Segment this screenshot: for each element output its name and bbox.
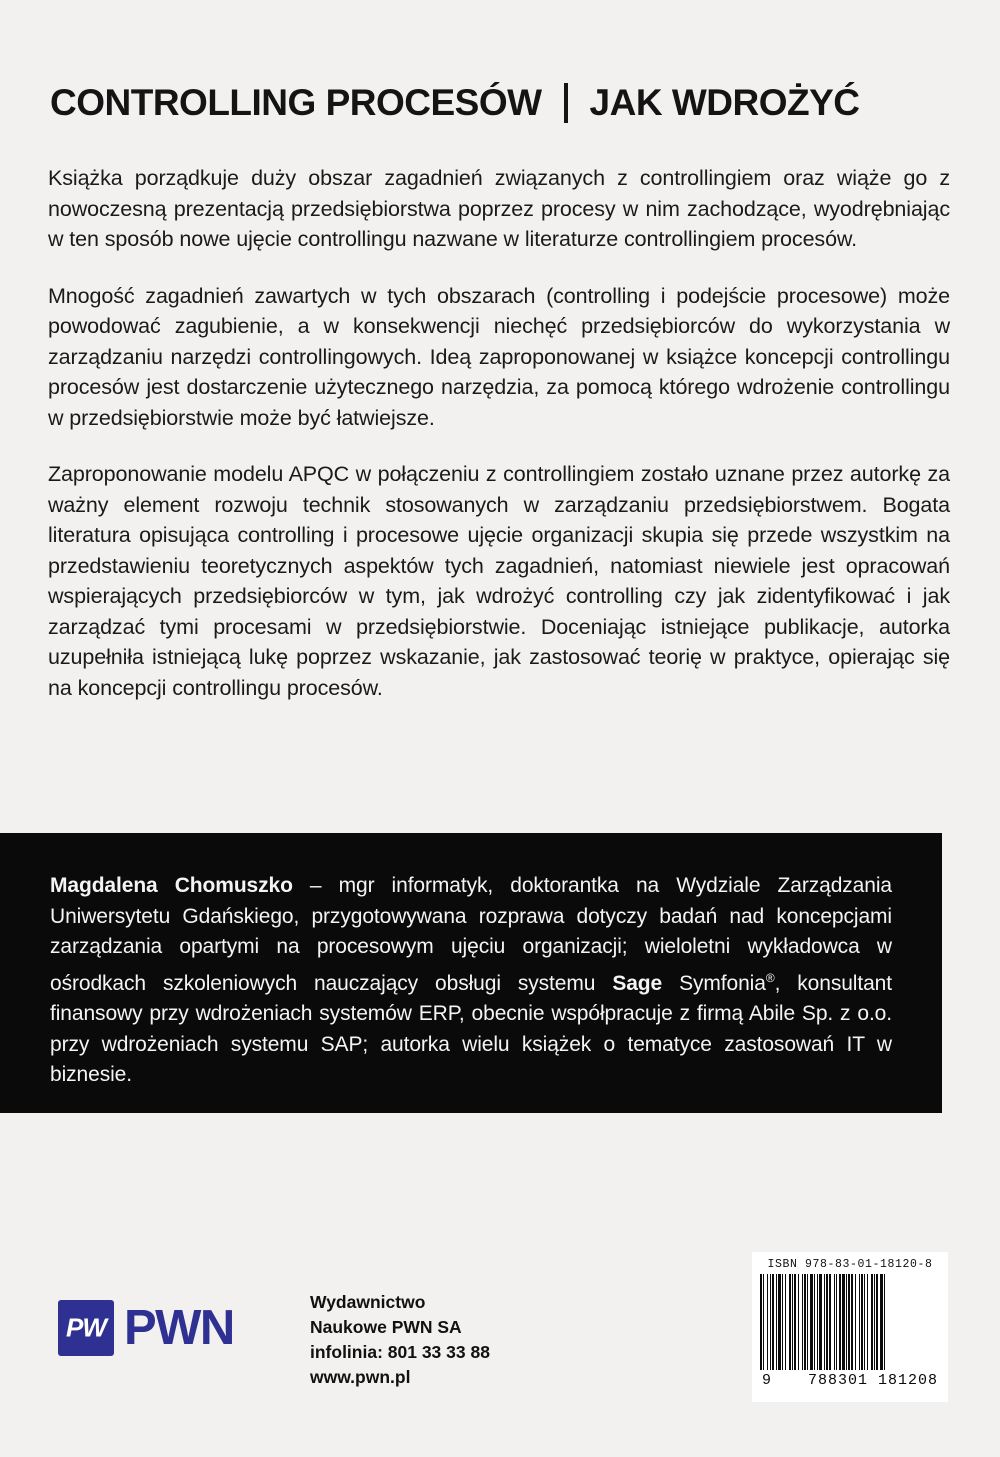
- cover-title: [50, 82, 950, 124]
- brand-name: Sage: [612, 971, 663, 995]
- barcode-digit-left: 9: [762, 1372, 773, 1389]
- barcode: [752, 1252, 948, 1402]
- author-text-after-brand: , konsultant finansowy przy wdrożeniach systemów ERP, obecnie współpracuje z firmą Abile Sp. z o.o. przy wdrożeniach systemu SAP; autorka wielu książek o tematyce zastosowań IT w biznesie.: [50, 971, 892, 1086]
- author-name: Magdalena Chomuszko: [50, 874, 293, 897]
- publisher-line: www.pwn.pl: [310, 1367, 411, 1387]
- pwn-logo-mark-text: PW: [66, 1312, 106, 1343]
- title-sub: JAK WDROŻYĆ: [589, 82, 860, 123]
- author-text-before-brand: – mgr informatyk, doktorantka na Wydziale Zarządzania Uniwersytetu Gdańskiego, przygotowywana rozprawa dotyczy badań nad koncepcjami zarządzania opartymi na procesowym ujęciu organizacji; wieloletni wykładowca w ośrodkach szkoleniowych nauczający obsługi systemu: [50, 874, 892, 995]
- blurb-paragraph: Mnogość zagadnień zawartych w tych obszarach (controlling i podejście procesowe) może powodować zagubienie, a w konsekwencji niechęć przedsiębiorców do wykorzystania w zarządzaniu narzędzi controllingowych. Ideą zaproponowanej w książce koncepcji controllingu procesów jest dostarczenie użytecznego narzędzia, za pomocą którego wdrożenie controllingu w przedsiębiorstwie może być łatwiejsze.: [48, 283, 950, 430]
- blurb-paragraph: Zaproponowanie modelu APQC w połączeniu z controllingiem zostało uznane przez autorkę za ważny element rozwoju technik stosowanych w zarządzaniu przedsiębiorstwem. Bogata literatura opisująca controlling i procesowe ujęcie organizacji skupia się przede wszystkim na przedstawieniu teoretycznych aspektów tych zagadnień, natomiast niewiele jest opracowań wspierających przedsiębiorców w tym, jak wdrożyć controlling czy jak zidentyfikować i jak zarządzać tymi procesami w przedsiębiorstwie. Doceniając istniejące publikacje, autorka uzupełniła istniejącą lukę poprzez wskazanie, jak zastosować teorię w praktyce, opierając się na koncepcji controllingu procesów.: [48, 462, 950, 700]
- pwn-logo-text: PWN: [124, 1300, 234, 1355]
- publisher-line: Naukowe PWN SA: [310, 1317, 462, 1337]
- author-bio-text: [50, 871, 892, 1091]
- publisher-line: Wydawnictwo: [310, 1292, 426, 1312]
- title-main: CONTROLLING PROCESÓW: [50, 82, 542, 123]
- blurb-text: [48, 163, 950, 703]
- publisher-info: [310, 1290, 490, 1390]
- brand-suffix: Symfonia: [662, 971, 766, 995]
- pwn-logo: [58, 1300, 234, 1356]
- title-divider: [564, 83, 568, 123]
- pwn-logo-mark-icon: [58, 1300, 114, 1356]
- blurb-paragraph: Książka porządkuje duży obszar zagadnień związanych z controllingiem oraz wiąże go z nowoczesną prezentacją przedsiębiorstwa poprzez procesy w nim zachodzące, wyodrębniając w ten sposób nowe ujęcie controllingu nazwane w literaturze controllingiem procesów.: [48, 166, 950, 251]
- publisher-line: infolinia: 801 33 33 88: [310, 1342, 490, 1362]
- registered-mark: ®: [765, 970, 775, 985]
- isbn-label: ISBN 978-83-01-18120-8: [767, 1258, 933, 1271]
- barcode-bars-icon: [760, 1274, 940, 1370]
- author-bio-block: [0, 833, 942, 1113]
- barcode-digits: [760, 1372, 940, 1389]
- barcode-digits-main: 788301 181208: [807, 1372, 938, 1389]
